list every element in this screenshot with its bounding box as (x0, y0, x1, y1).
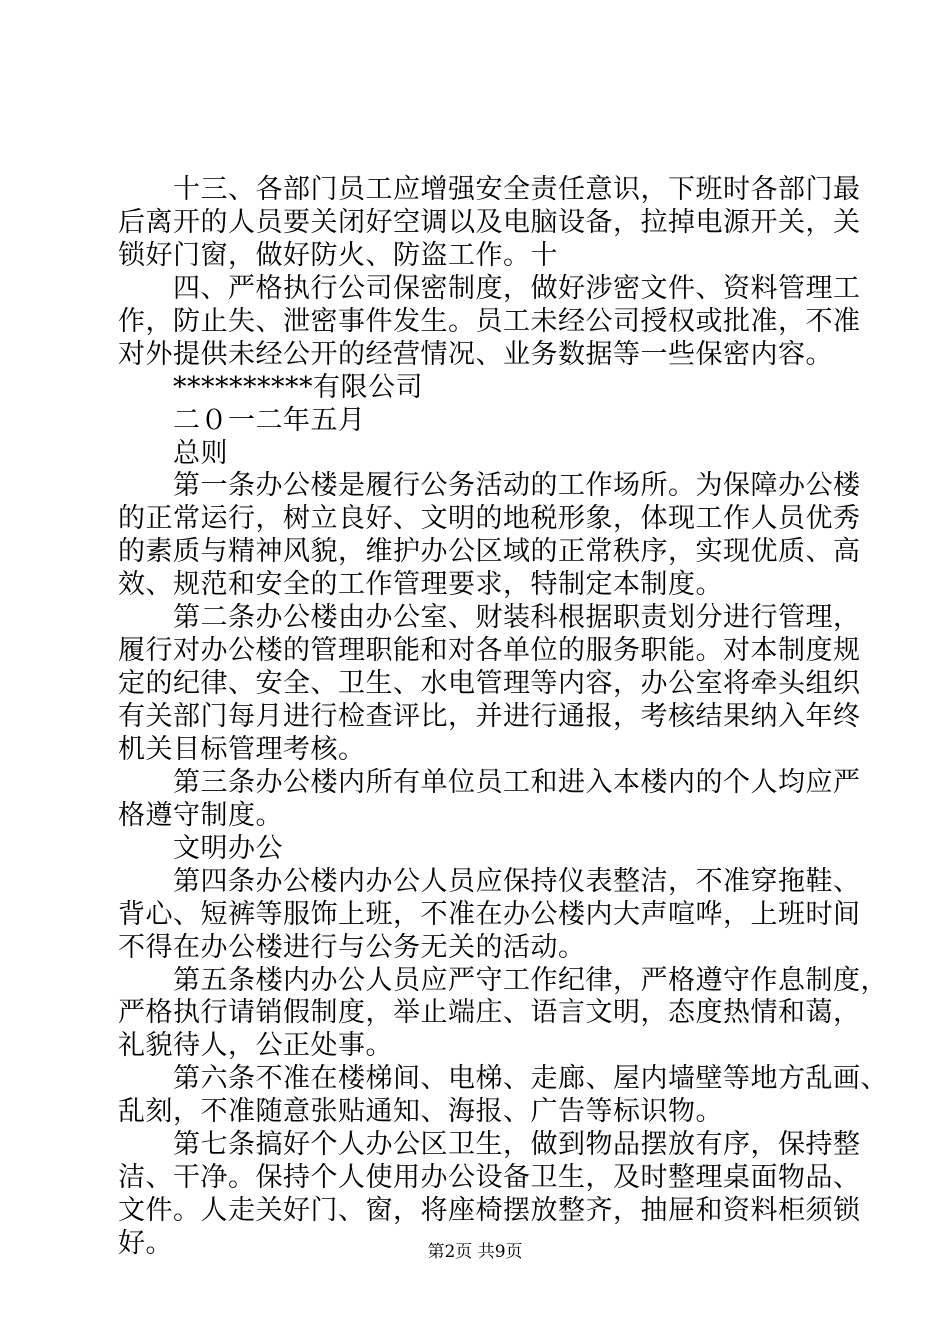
text-line: 礼貌待人，公正处事。 (118, 1030, 393, 1062)
text-line: 第一条办公楼是履行公务活动的工作场所。为保障办公楼 (118, 470, 861, 502)
text-line: 严格执行请销假制度，举止端庄、语言文明，态度热情和蔼， (118, 997, 861, 1029)
text-line: 后离开的人员要关闭好空调以及电脑设备，拉掉电源开关，关 (118, 206, 861, 238)
text-line: 第三条办公楼内所有单位员工和进入本楼内的个人均应严 (118, 766, 861, 798)
section-heading-general: 总则 (118, 437, 228, 469)
text-line: 有关部门每月进行检查评比，并进行通报，考核结果纳入年终 (118, 701, 861, 732)
company-name-line: **********有限公司 (118, 371, 423, 403)
text-line: 乱刻，不准随意张贴通知、海报、广告等标识物。 (118, 1096, 723, 1128)
text-line: 锁好门窗，做好防火、防盗工作。十 (118, 239, 558, 271)
text-line: 效、规范和安全的工作管理要求，特制定本制度。 (118, 569, 723, 601)
text-line: 格遵守制度。 (118, 799, 283, 831)
text-line: 好。 (118, 1228, 173, 1259)
text-line: 作，防止失、泄密事件发生。员工未经公司授权或批准，不准 (118, 305, 861, 337)
text-line: 第四条办公楼内办公人员应保持仪表整洁，不准穿拖鞋、 (118, 865, 861, 897)
date-line: 二０一二年五月 (118, 404, 366, 436)
text-line: 对外提供未经公开的经营情况、业务数据等一些保密内容。 (118, 338, 833, 370)
text-line: 背心、短裤等服饰上班，不准在办公楼内大声喧哗，上班时间 (118, 898, 861, 930)
text-line: 的素质与精神风貌，维护办公区域的正常秩序，实现优质、高 (118, 536, 861, 568)
text-line: 履行对办公楼的管理职能和对各单位的服务职能。对本制度规 (118, 635, 861, 667)
text-line: 十三、各部门员工应增强安全责任意识，下班时各部门最 (118, 174, 861, 205)
text-line: 不得在办公楼进行与公务无关的活动。 (118, 931, 586, 963)
text-line: 第五条楼内办公人员应严守工作纪律，严格遵守作息制度， (118, 964, 888, 996)
section-heading-civilized-office: 文明办公 (118, 832, 283, 864)
text-line: 第二条办公楼由办公室、财装科根据职责划分进行管理， (118, 602, 861, 634)
text-line: 机关目标管理考核。 (118, 733, 366, 765)
text-line: 定的纪律、安全、卫生、水电管理等内容，办公室将牵头组织 (118, 668, 861, 700)
text-line: 洁、干净。保持个人使用办公设备卫生，及时整理桌面物品、 (118, 1162, 861, 1194)
text-line: 的正常运行，树立良好、文明的地税形象，体现工作人员优秀 (118, 503, 861, 535)
text-line: 第六条不准在楼梯间、电梯、走廊、屋内墙壁等地方乱画、 (118, 1063, 888, 1095)
text-line: 四、严格执行公司保密制度，做好涉密文件、资料管理工 (118, 272, 861, 304)
text-line: 文件。人走关好门、窗，将座椅摆放整齐，抽屉和资料柜须锁 (118, 1195, 861, 1227)
page-number-footer: 第2页 共9页 (427, 1242, 523, 1262)
text-line: 第七条搞好个人办公区卫生，做到物品摆放有序，保持整 (118, 1129, 861, 1161)
